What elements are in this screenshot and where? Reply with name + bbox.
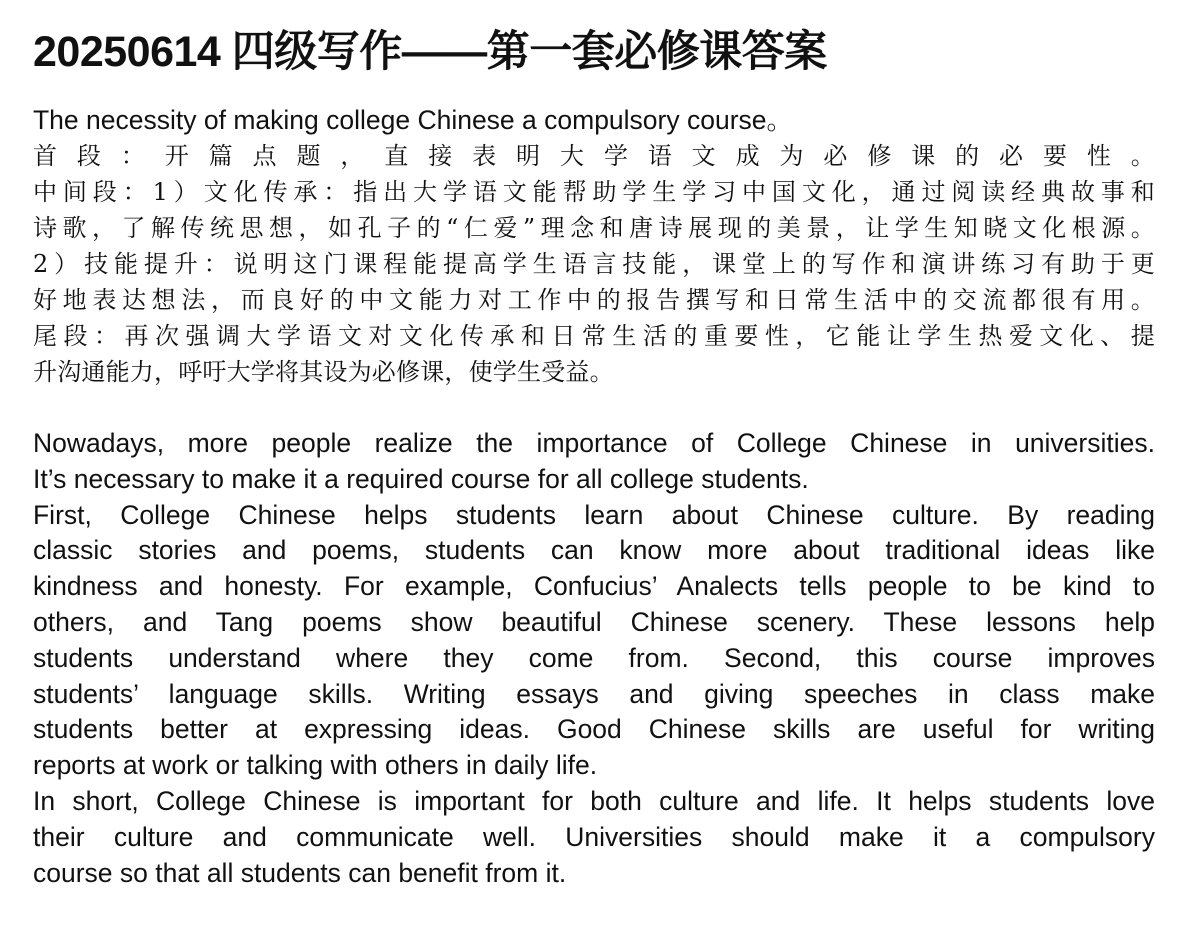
outline-line: 中间段：1）文化传承：指出大学语文能帮助学生学习中国文化，通过阅读经典故事和 (33, 178, 1155, 206)
outline-line: 尾段：再次强调大学语文对文化传承和日常生活的重要性，它能让学生热爱文化、提 (33, 322, 1155, 350)
outline-section (33, 102, 1155, 390)
essay-paragraph-intro (33, 426, 1155, 498)
essay-line: In short, College Chinese is important for both culture and life. It helps students love (33, 785, 1155, 816)
essay-line: reports at work or talking with others in daily life. (33, 750, 598, 781)
outline-line: 诗歌，了解传统思想，如孔子的“仁爱”理念和唐诗展现的美景，让学生知晓文化根源。 (33, 214, 1155, 242)
outline-line: 好地表达想法，而良好的中文能力对工作中的报告撰写和日常生活中的交流都很有用。 (33, 286, 1155, 314)
essay-paragraph-conclusion (33, 784, 1155, 891)
essay-line: First, College Chinese helps students learn about Chinese culture. By reading (33, 499, 1155, 530)
outline-line: 首段：开篇点题，直接表明大学语文成为必修课的必要性。 (33, 142, 1155, 170)
essay-line: students better at expressing ideas. Good Chinese skills are useful for writing (33, 714, 1155, 745)
essay-paragraph-body (33, 498, 1155, 784)
outline-line: 升沟通能力，呼吁大学将其设为必修课，使学生受益。 (33, 358, 614, 386)
essay-line: It’s necessary to make it a required course for all college students. (33, 463, 809, 494)
essay-line: others, and Tang poems show beautiful Chinese scenery. These lessons help (33, 606, 1155, 637)
essay-line: students understand where they come from. Second, this course improves (33, 642, 1155, 673)
document-page (33, 24, 1155, 891)
outline-line: 2）技能提升：说明这门课程能提高学生语言技能，课堂上的写作和演讲练习有助于更 (33, 250, 1155, 278)
essay-line: Nowadays, more people realize the importance of College Chinese in universities. (33, 428, 1155, 458)
essay-line: their culture and communicate well. Universities should make it a compulsory (33, 821, 1155, 852)
essay-line: classic stories and poems, students can know more about traditional ideas like (33, 535, 1155, 566)
outline-topic: The necessity of making college Chinese a compulsory course。 (33, 105, 794, 135)
essay-line: course so that all students can benefit from it. (33, 857, 567, 888)
essay-line: students’ language skills. Writing essays and giving speeches in class make (33, 678, 1155, 709)
section-spacer (33, 390, 1155, 426)
essay-line: kindness and honesty. For example, Confucius’ Analects tells people to be kind to (33, 571, 1155, 602)
essay-section (33, 426, 1155, 891)
page-title: 20250614 四级写作——第一套必修课答案 (33, 28, 827, 76)
